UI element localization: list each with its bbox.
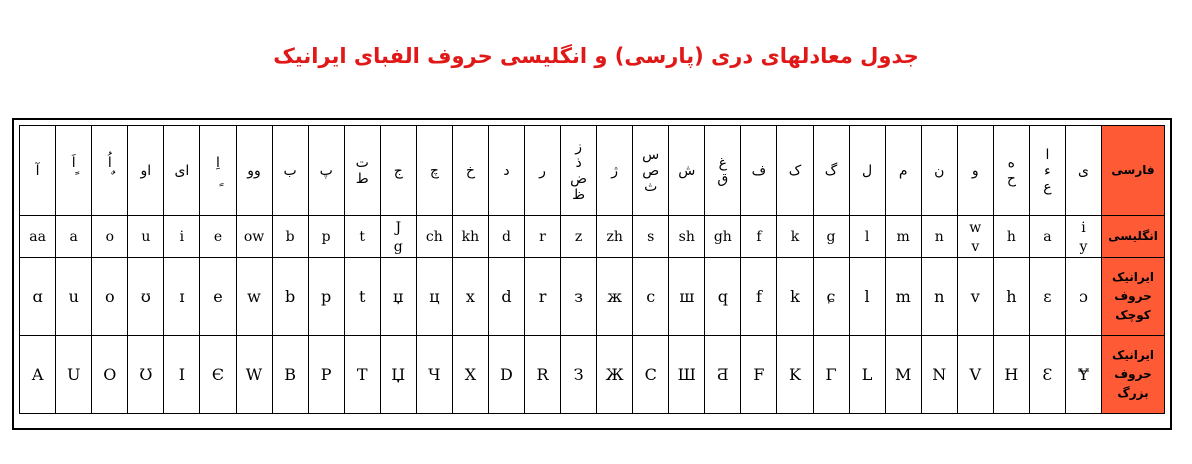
table-cell [597, 216, 633, 258]
table-cell [561, 216, 597, 258]
table-cell [705, 126, 741, 216]
table-cell [308, 258, 344, 336]
cell-text: I [178, 365, 186, 384]
cell-text: u [68, 287, 79, 306]
cell-text: H [1004, 365, 1019, 384]
cell-text: sh [678, 229, 695, 245]
cell-text: ک [788, 162, 802, 179]
table-cell [921, 336, 957, 414]
table-cell [993, 258, 1029, 336]
cell-text: وو [247, 162, 261, 179]
cell-text: d [501, 229, 511, 245]
cell-text: ж [607, 287, 623, 306]
cell-text: v [970, 287, 980, 306]
table-cell [344, 126, 380, 216]
table-cell [993, 336, 1029, 414]
cell-text: ɑ [32, 287, 43, 306]
cell-text: r [538, 287, 547, 306]
table-cell [416, 216, 452, 258]
table-cell [272, 216, 308, 258]
table-cell [1065, 126, 1101, 216]
cell-text: اِ [216, 154, 220, 171]
table-row [20, 258, 1165, 336]
cell-text: س ص ث [642, 146, 660, 195]
table-cell [344, 216, 380, 258]
cell-text: m [895, 287, 911, 306]
table-cell [849, 336, 885, 414]
table-cell [308, 216, 344, 258]
table-cell [200, 126, 236, 216]
cell-text: w v [969, 219, 982, 255]
table-cell [849, 126, 885, 216]
cell-text: Ƌ [716, 365, 729, 384]
cell-text: م [898, 162, 908, 179]
table-cell [236, 126, 272, 216]
table-cell [488, 258, 524, 336]
cell-text: z [574, 229, 583, 245]
cell-text: R [536, 365, 549, 384]
table-cell [885, 216, 921, 258]
cell-text: ш [679, 287, 695, 306]
table-cell [561, 258, 597, 336]
table-cell [525, 216, 561, 258]
cell-text: f [755, 287, 762, 306]
table-cell [164, 336, 200, 414]
cell-text: O [103, 365, 117, 384]
table-cell [488, 126, 524, 216]
cell-text: o [104, 287, 115, 306]
table-row [20, 336, 1165, 414]
table-cell [813, 216, 849, 258]
cell-text: K [788, 365, 801, 384]
table-row [20, 126, 1165, 216]
table-row [20, 216, 1165, 258]
table-cell [813, 126, 849, 216]
table-cell [849, 258, 885, 336]
cell-text: Ɛ [1042, 365, 1053, 384]
cell-text: l [864, 229, 870, 245]
table-cell [993, 126, 1029, 216]
table-cell [344, 336, 380, 414]
cell-text: ر [539, 162, 546, 179]
table-cell [633, 216, 669, 258]
cell-text: د [503, 162, 510, 179]
table-cell [200, 336, 236, 414]
table-cell [597, 258, 633, 336]
table-cell [128, 336, 164, 414]
table-cell [669, 216, 705, 258]
cell-text: З [573, 365, 584, 384]
table-cell [56, 216, 92, 258]
cell-text: Є [211, 365, 225, 384]
cell-text: a [1043, 229, 1052, 245]
table-cell [416, 126, 452, 216]
table-cell [272, 336, 308, 414]
cell-text: q [717, 287, 728, 306]
table-cell [200, 258, 236, 336]
cell-text: m [896, 229, 910, 245]
cell-text: kh [461, 229, 480, 245]
cell-text: o [105, 229, 114, 245]
cell-text: Џ [391, 365, 406, 384]
cell-text: D [500, 365, 513, 384]
table-cell [416, 258, 452, 336]
cell-text: P [320, 365, 332, 384]
table-cell [20, 126, 56, 216]
cell-text: ز ذ ض ظ [570, 138, 588, 203]
cell-text: e [213, 229, 223, 245]
cell-text: b [285, 229, 295, 245]
table-cell [380, 258, 416, 336]
table-cell [633, 336, 669, 414]
table-cell [885, 126, 921, 216]
table-cell [957, 126, 993, 216]
cell-text: Ш [677, 365, 696, 384]
cell-text: e [213, 287, 223, 306]
table-cell [164, 216, 200, 258]
cell-text: پ [319, 162, 333, 179]
table-cell [777, 126, 813, 216]
table-cell [1065, 216, 1101, 258]
table-cell [597, 336, 633, 414]
table-cell [741, 336, 777, 414]
cell-text: C [644, 365, 657, 384]
cell-text: X [464, 365, 477, 384]
cell-text: џ [393, 287, 404, 306]
table-cell [380, 126, 416, 216]
cell-text: ش [678, 162, 696, 179]
cell-text: k [790, 229, 800, 245]
table-cell [452, 126, 488, 216]
table-cell [308, 126, 344, 216]
cell-text: ɔ [1078, 287, 1088, 306]
cell-text: zh [606, 229, 623, 245]
cell-text: ا ء ع [1043, 146, 1052, 195]
table-cell [957, 336, 993, 414]
table-cell [56, 126, 92, 216]
cell-text: ц [429, 287, 440, 306]
table-cell [921, 258, 957, 336]
cell-text: n [934, 287, 945, 306]
row-header: انگلیسی [1102, 216, 1165, 258]
cell-text: ɛ [1043, 287, 1052, 306]
row-header: فارسی [1102, 126, 1165, 216]
table-cell [525, 336, 561, 414]
cell-text: p [321, 287, 332, 306]
table-cell [669, 258, 705, 336]
table-cell [957, 258, 993, 336]
cell-text: Ɏ [1078, 365, 1089, 384]
table-cell [597, 126, 633, 216]
cell-text: M [894, 365, 912, 384]
table-cell [236, 258, 272, 336]
table-cell [741, 258, 777, 336]
table-cell [669, 336, 705, 414]
cell-text: و [971, 162, 979, 179]
cell-text: i [179, 229, 185, 245]
table-cell [561, 126, 597, 216]
table-cell [705, 216, 741, 258]
cell-text: L [861, 365, 873, 384]
cell-text: ʊ [140, 287, 151, 306]
cell-text: f [756, 229, 762, 245]
table-cell [272, 258, 308, 336]
table-cell [921, 126, 957, 216]
table-cell [633, 126, 669, 216]
table-cell [669, 126, 705, 216]
cell-text: c [646, 287, 656, 306]
cell-text: ی [1077, 162, 1089, 179]
cell-text: T [356, 365, 368, 384]
table-cell [705, 258, 741, 336]
table-cell [56, 258, 92, 336]
cell-text: اَ [71, 154, 76, 171]
table-cell [777, 258, 813, 336]
table-cell [92, 216, 128, 258]
table-cell [813, 336, 849, 414]
table-cell [957, 216, 993, 258]
table-cell [308, 336, 344, 414]
table-cell [921, 216, 957, 258]
table-cell [525, 126, 561, 216]
cell-text: N [932, 365, 947, 384]
row-header: ایرانیک حروف کوچک [1102, 258, 1165, 336]
cell-text: F [753, 365, 765, 384]
cell-text: h [1006, 287, 1017, 306]
table-cell [777, 336, 813, 414]
table-cell [488, 216, 524, 258]
table-cell [849, 216, 885, 258]
table-cell [344, 258, 380, 336]
table-cell [92, 336, 128, 414]
cell-text: a [69, 229, 78, 245]
table-cell [452, 216, 488, 258]
table-cell [452, 258, 488, 336]
cell-text: ف [751, 162, 767, 179]
cell-text: خ [465, 162, 475, 179]
cell-text: d [501, 287, 512, 306]
cell-text: J g [393, 219, 403, 255]
table-cell [452, 336, 488, 414]
row-header: ایرانیک حروف بزرگ [1102, 336, 1165, 414]
cell-text: ن [934, 162, 945, 179]
cell-text: h [1006, 229, 1016, 245]
table-cell [488, 336, 524, 414]
cell-text: g [826, 229, 836, 245]
table-cell [128, 258, 164, 336]
cell-text: aa [29, 229, 46, 245]
table-cell [741, 126, 777, 216]
cell-text: آ [35, 162, 40, 179]
cell-text: گ [824, 162, 838, 179]
table-cell [705, 336, 741, 414]
cell-text: ب [283, 162, 297, 179]
cell-text: ch [425, 229, 443, 245]
table-cell [1029, 336, 1065, 414]
cell-text: Ʊ [139, 365, 153, 384]
cell-text: ɕ [826, 287, 836, 306]
cell-text: ژ [611, 162, 619, 179]
cell-text: او [140, 162, 152, 179]
cell-text: b [284, 287, 296, 306]
cell-text: Γ [825, 365, 837, 384]
cell-text: چ [429, 162, 439, 179]
cell-text: l [864, 287, 870, 306]
table-cell [1065, 258, 1101, 336]
cell-text: ل [862, 162, 873, 179]
cell-text: t [359, 229, 366, 245]
cell-text: ه ح [1006, 154, 1016, 187]
table-cell [236, 336, 272, 414]
table-cell [128, 126, 164, 216]
table-cell [525, 258, 561, 336]
table-cell [885, 258, 921, 336]
cell-text: x [465, 287, 475, 306]
cell-text: t [359, 287, 366, 306]
cell-text: V [969, 365, 982, 384]
table-cell [741, 216, 777, 258]
table-cell [380, 336, 416, 414]
table-cell [20, 336, 56, 414]
table-cell [561, 336, 597, 414]
cell-text: W [245, 365, 263, 384]
table-cell [993, 216, 1029, 258]
cell-text: غ ق [717, 154, 729, 187]
table-cell [164, 126, 200, 216]
cell-text: ای [174, 162, 190, 179]
table-cell [56, 336, 92, 414]
table-cell [633, 258, 669, 336]
table-cell [164, 258, 200, 336]
table-cell [777, 216, 813, 258]
table-cell [1029, 126, 1065, 216]
table-cell [20, 258, 56, 336]
table-cell [272, 126, 308, 216]
cell-text: U [66, 365, 81, 384]
cell-text: s [647, 229, 655, 245]
table-cell [92, 258, 128, 336]
cell-text: r [539, 229, 546, 245]
table-cell [92, 126, 128, 216]
table-cell [20, 216, 56, 258]
table-cell [128, 216, 164, 258]
cell-text: A [31, 365, 44, 384]
cell-text: ɪ [179, 287, 185, 306]
cell-text: ow [243, 229, 265, 245]
table-cell [1029, 216, 1065, 258]
cell-text: اُ [107, 154, 112, 171]
cell-text: ت ط [355, 154, 369, 187]
table-cell [1065, 336, 1101, 414]
page-title: جدول معادلهای دری (پارسی) و انگلیسی حروف الفبای ایرانیک [273, 44, 919, 68]
cell-text: p [321, 229, 331, 245]
cell-text: k [790, 287, 800, 306]
table-cell [813, 258, 849, 336]
cell-text: ج [393, 162, 403, 179]
cell-text: w [247, 287, 261, 306]
table-cell [416, 336, 452, 414]
cell-text: u [141, 229, 151, 245]
cell-text: Ж [605, 365, 624, 384]
cell-text: n [934, 229, 944, 245]
cell-text: i y [1079, 219, 1088, 255]
table-cell [380, 216, 416, 258]
cell-text: B [284, 365, 296, 384]
table-cell [236, 216, 272, 258]
cell-text: Ч [428, 365, 441, 384]
alphabet-table-frame [12, 118, 1172, 430]
table-cell [1029, 258, 1065, 336]
table-cell [200, 216, 236, 258]
table-cell [885, 336, 921, 414]
alphabet-table [19, 125, 1165, 414]
cell-text: gh [713, 229, 732, 245]
cell-text: з [574, 287, 583, 306]
